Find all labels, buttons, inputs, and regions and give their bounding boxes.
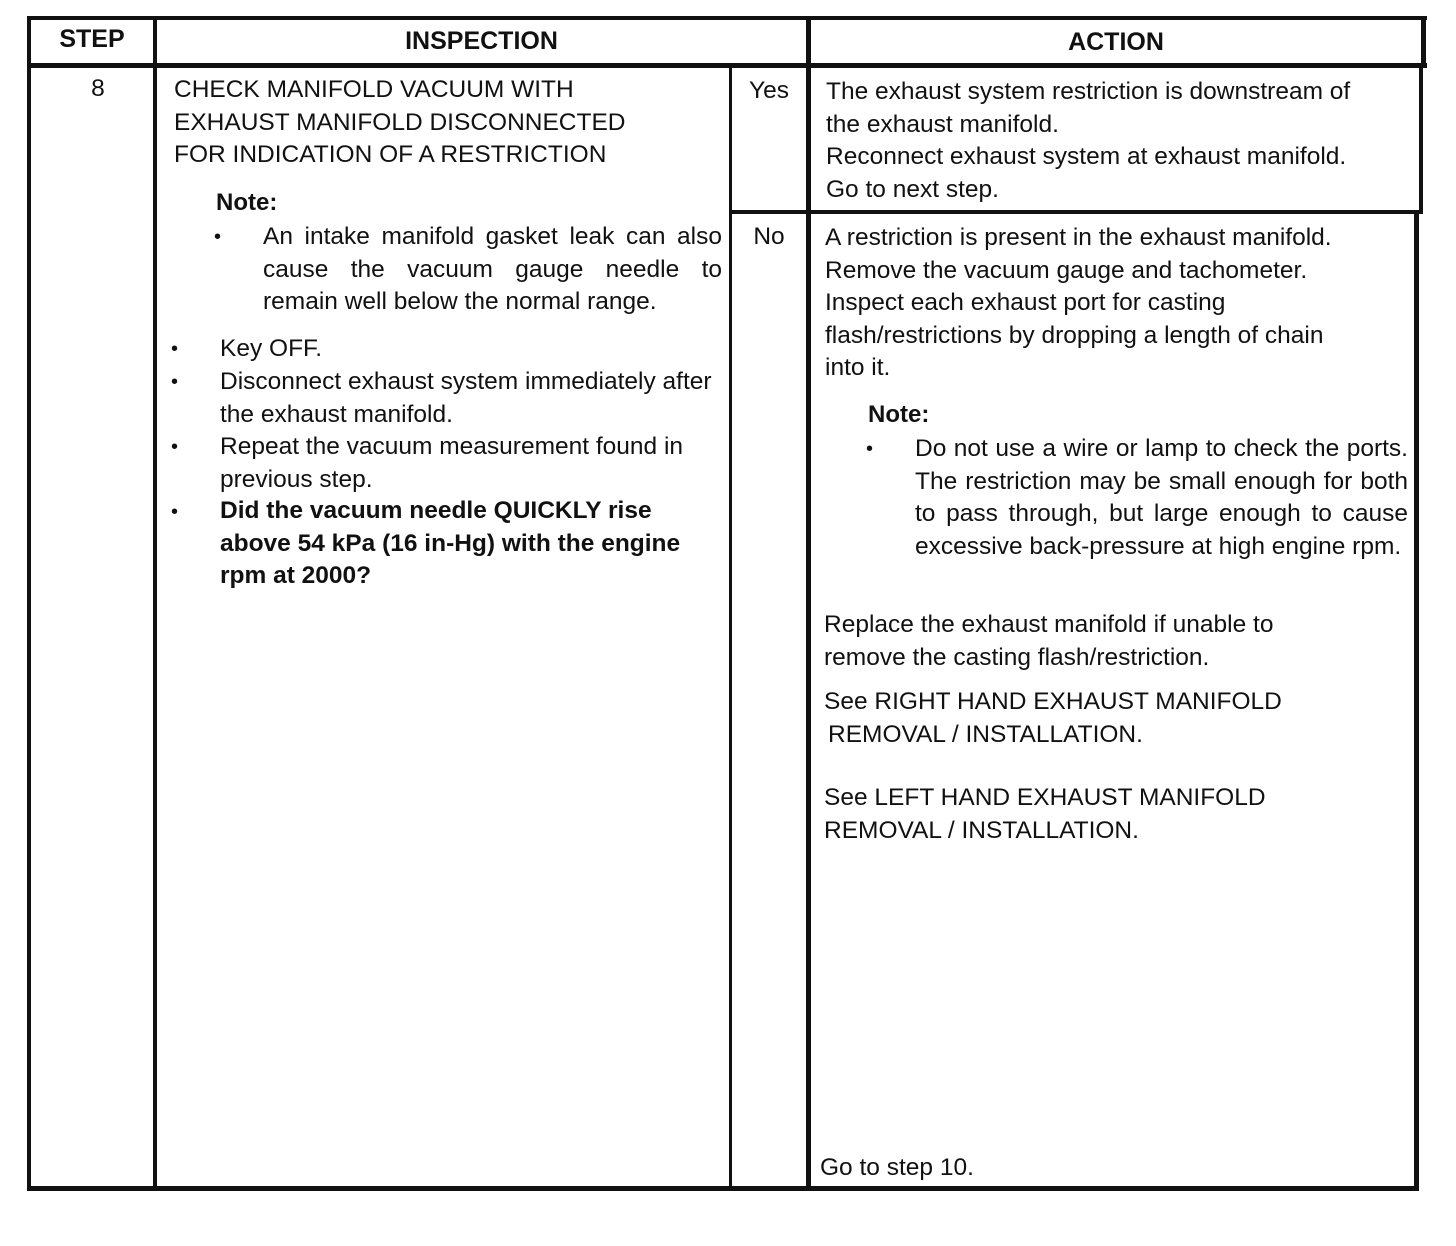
action-header: ACTION <box>1068 28 1164 56</box>
yes-action-line: the exhaust manifold. <box>826 110 1059 138</box>
bullet-icon: • <box>171 338 179 360</box>
no-action-line: Remove the vacuum gauge and tachometer. <box>825 256 1308 284</box>
right-hand-line: REMOVAL / INSTALLATION. <box>828 720 1143 748</box>
header-bottom-rule <box>27 63 1427 68</box>
bullet-icon: • <box>171 371 179 393</box>
inspection-question: Did the vacuum needle QUICKLY rise above 54 kPa (16 in-Hg) with the engine rpm at 2000? <box>220 497 681 589</box>
bullet-icon: • <box>214 226 222 248</box>
inspection-note-text: An intake manifold gasket leak can also cause the vacuum gauge needle to remain well below the normal range. <box>263 223 722 315</box>
top-border <box>27 16 1427 20</box>
replace-line: remove the casting flash/restriction. <box>824 643 1210 671</box>
yes-action-line: The exhaust system restriction is downstream of <box>826 78 1351 105</box>
header-right-border <box>1421 16 1426 68</box>
left-border <box>27 16 31 1191</box>
right-border <box>1414 212 1419 1191</box>
bullet-icon: • <box>866 438 874 460</box>
inspection-bullet: Disconnect exhaust system immediately after the exhaust manifold. <box>220 368 712 428</box>
step-number: 8 <box>91 75 105 102</box>
yes-no-divider <box>732 210 1423 214</box>
yes-action <box>826 76 1416 206</box>
no-action <box>825 222 1413 385</box>
yes-label: Yes <box>749 77 789 104</box>
yes-action-line: Go to next step. <box>826 175 999 203</box>
replace-line: Replace the exhaust manifold if unable to <box>824 611 1274 638</box>
inspection-bullet: Repeat the vacuum measurement found in previous step. <box>220 433 684 493</box>
no-action-line: Inspect each exhaust port for casting <box>825 289 1226 316</box>
right-hand-line: See RIGHT HAND EXHAUST MANIFOLD <box>824 688 1282 715</box>
action-note-label: Note: <box>868 401 930 428</box>
bullet-icon: • <box>171 501 179 523</box>
left-hand-reference <box>824 782 1414 847</box>
inspection-title-line: FOR INDICATION OF A RESTRICTION <box>174 141 607 168</box>
no-action-line: into it. <box>825 354 891 381</box>
action-note-text: Do not use a wire or lamp to check the ports. The restriction may be small enough for both to pass through, but large enough to cause excessive back-pressure at high engine rpm. <box>915 435 1408 560</box>
no-action-line: flash/restrictions by dropping a length of chain <box>825 321 1324 349</box>
left-hand-line: REMOVAL / INSTALLATION. <box>824 816 1139 844</box>
replace-instruction <box>824 609 1414 674</box>
inspection-title-line: CHECK MANIFOLD VACUUM WITH <box>174 76 574 103</box>
action-column-divider <box>806 16 811 1191</box>
yes-action-line: Reconnect exhaust system at exhaust manifold. <box>826 143 1347 170</box>
inspection-title <box>174 74 724 172</box>
no-label: No <box>753 223 785 250</box>
step-header: STEP <box>59 25 125 53</box>
no-action-line: A restriction is present in the exhaust manifold. <box>825 224 1332 251</box>
bottom-border <box>27 1186 1419 1191</box>
inspection-note-label: Note: <box>216 189 278 216</box>
inspection-title-line: EXHAUST MANIFOLD DISCONNECTED <box>174 108 626 136</box>
step-column-divider <box>153 16 157 1191</box>
inspection-bullet: Key OFF. <box>220 335 323 362</box>
yes-box-right-border <box>1419 63 1423 213</box>
inspection-header: INSPECTION <box>405 27 558 55</box>
goto-step: Go to step 10. <box>820 1154 974 1181</box>
bullet-icon: • <box>171 436 179 458</box>
right-hand-reference <box>824 686 1414 751</box>
left-hand-line: See LEFT HAND EXHAUST MANIFOLD <box>824 784 1266 811</box>
